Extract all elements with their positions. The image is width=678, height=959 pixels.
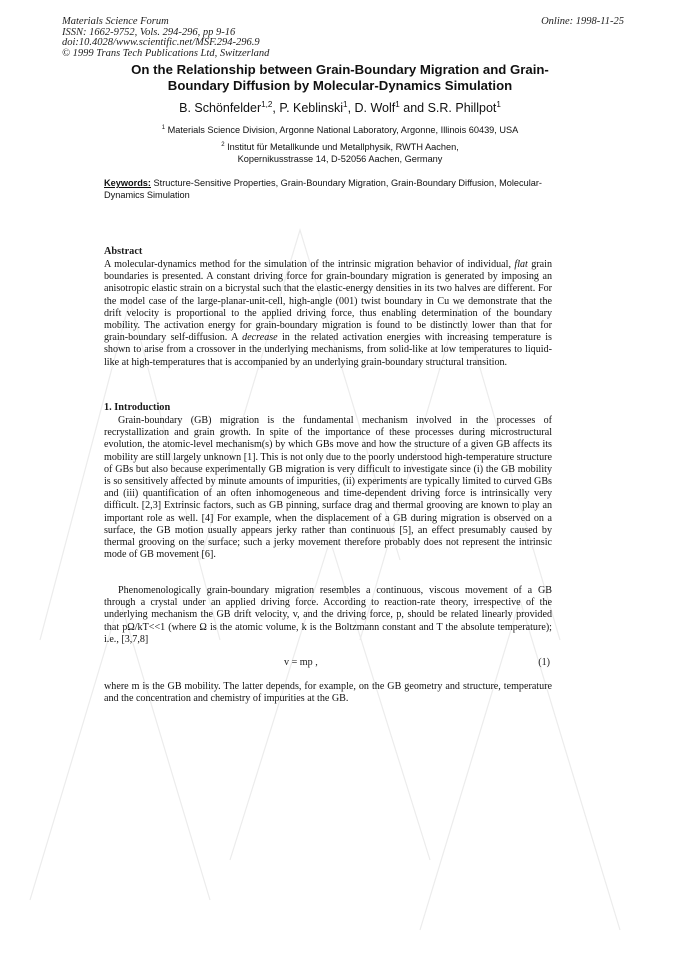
- title-line-1: On the Relationship between Grain-Boundary Migration and Grain-: [131, 62, 549, 77]
- affiliation-mark: 1: [161, 124, 166, 131]
- affiliation-1: [80, 125, 600, 137]
- keywords-text: Structure-Sensitive Properties, Grain-Boundary Migration, Grain-Boundary Diffusion, Molecular-Dynamics Simulation: [104, 178, 542, 200]
- introduction-paragraph-1: Grain-boundary (GB) migration is the fundamental mechanism involved in the processes of recrystallization and grain growth. In spite of the importance of these processes during microstructural evolution, the atomic-level mechanism(s) by which GBs move and how the structure of a given GB affects its mobility are still largely unknown [1]. This is not only due to the poorly understood high-temperature structure of GBs but also because experimentally GB migration is very difficult to investigate since (i) the GB mobility is so sensitively affected by minute amounts of impurities, (ii) experiments are typically limited to curved GBs and (iii) quantification of an often inhomogeneous and time-dependent driving force is intrinsically very difficult. [2,3] Extrinsic factors, such as GB pinning, surface drag and thermal grooving are known to play an important role as well. [4] For example, when the displacement of a GB during migration is observed on a surface, the GB motion usually appears jerky rather than continuous [5], an effect presumably caused by thermal grooving on the surface; such a jerky movement therefore probably does not represent the intrinsic mode of GB movement [6].: [104, 415, 552, 561]
- equation-text: v = mp ,: [284, 657, 318, 668]
- abstract-text: [104, 259, 552, 369]
- introduction-paragraph-2: Phenomenologically grain-boundary migration resembles a continuous, viscous movement of a GB through a crystal under an applied driving force. According to reaction-rate theory, irrespective of the underlying mechanism the GB drift velocity, v, and the driving force, p, should be related linearly provided that pΩ/kT<<1 (where Ω is the atomic volume, k is the Boltzmann constant and T the absolute temperature); i.e., [3,7,8]: [104, 585, 552, 645]
- abstract-emphasis: decrease: [242, 332, 278, 344]
- journal-name: Materials Science Forum: [62, 16, 169, 27]
- author-affiliation-mark: 1: [496, 99, 501, 109]
- doi-line: doi:10.4028/www.scientific.net/MSF.294-296.9: [62, 37, 260, 48]
- affiliation-address: Kopernikusstrasse 14, D-52056 Aachen, Germany: [237, 153, 443, 164]
- author-name: and S.R. Phillpot: [399, 101, 497, 115]
- author-affiliation-mark: 1,2: [261, 99, 273, 109]
- keywords-block: [104, 178, 552, 201]
- affiliation-mark: 2: [221, 141, 225, 148]
- author-name: , D. Wolf: [347, 101, 396, 115]
- author-list: [80, 101, 600, 115]
- author-affiliation-mark: 1: [343, 99, 348, 109]
- abstract-heading: Abstract: [104, 246, 143, 257]
- publication-header: [62, 17, 269, 59]
- introduction-paragraph-3: where m is the GB mobility. The latter depends, for example, on the GB geometry and structure, temperature and the concentration and chemistry of impurities at the GB.: [104, 681, 552, 705]
- abstract-emphasis: flat: [514, 259, 528, 270]
- online-date: Online: 1998-11-25: [541, 16, 624, 27]
- title-line-2: Boundary Diffusion by Molecular-Dynamics Simulation: [167, 78, 513, 93]
- equation-number: (1): [538, 657, 550, 668]
- abstract-segment: A molecular-dynamics method for the simulation of the intrinsic migration behavior of individual,: [104, 259, 515, 270]
- issn-line: ISSN: 1662-9752, Vols. 294-296, pp 9-16: [62, 26, 236, 38]
- affiliation-text: Institut für Metallkunde und Metallphysik, RWTH Aachen,: [224, 142, 459, 152]
- abstract-segment: grain boundaries is presented. A constant driving force for grain-boundary migration is generated by imposing an anisotropic elastic strain on a bicrystal such that the elastic-energy densities in its two halves are different. For the model case of the large-planar-unit-cell, high-angle (001) twist boundary in Cu we demonstrate that the drift velocity is proportional to the applied driving force, thus enabling determination of the boundary mobility. The activation energy for grain-boundary migration is found to be distinctly lower than that for grain-boundary self-diffusion. A: [104, 259, 552, 344]
- introduction-heading: 1. Introduction: [104, 402, 171, 413]
- abstract-segment: in the related activation energies with increasing temperature is shown to arise from a crossover in the underlying mechanisms, from solid-like at low temperatures to liquid-like at high-temperatures that is accompanied by an underlying grain-boundary structural transition.: [104, 332, 552, 368]
- affiliation-2: [80, 142, 600, 165]
- author-affiliation-mark: 1: [395, 99, 400, 109]
- copyright-line: © 1999 Trans Tech Publications Ltd, Switzerland: [62, 47, 270, 59]
- keywords-label: Keywords:: [104, 178, 151, 188]
- author-name: , P. Keblinski: [272, 101, 344, 115]
- author-name: B. Schönfelder: [179, 101, 262, 115]
- paper-title: [80, 62, 600, 94]
- affiliation-text: Materials Science Division, Argonne National Laboratory, Argonne, Illinois 60439, USA: [165, 125, 519, 135]
